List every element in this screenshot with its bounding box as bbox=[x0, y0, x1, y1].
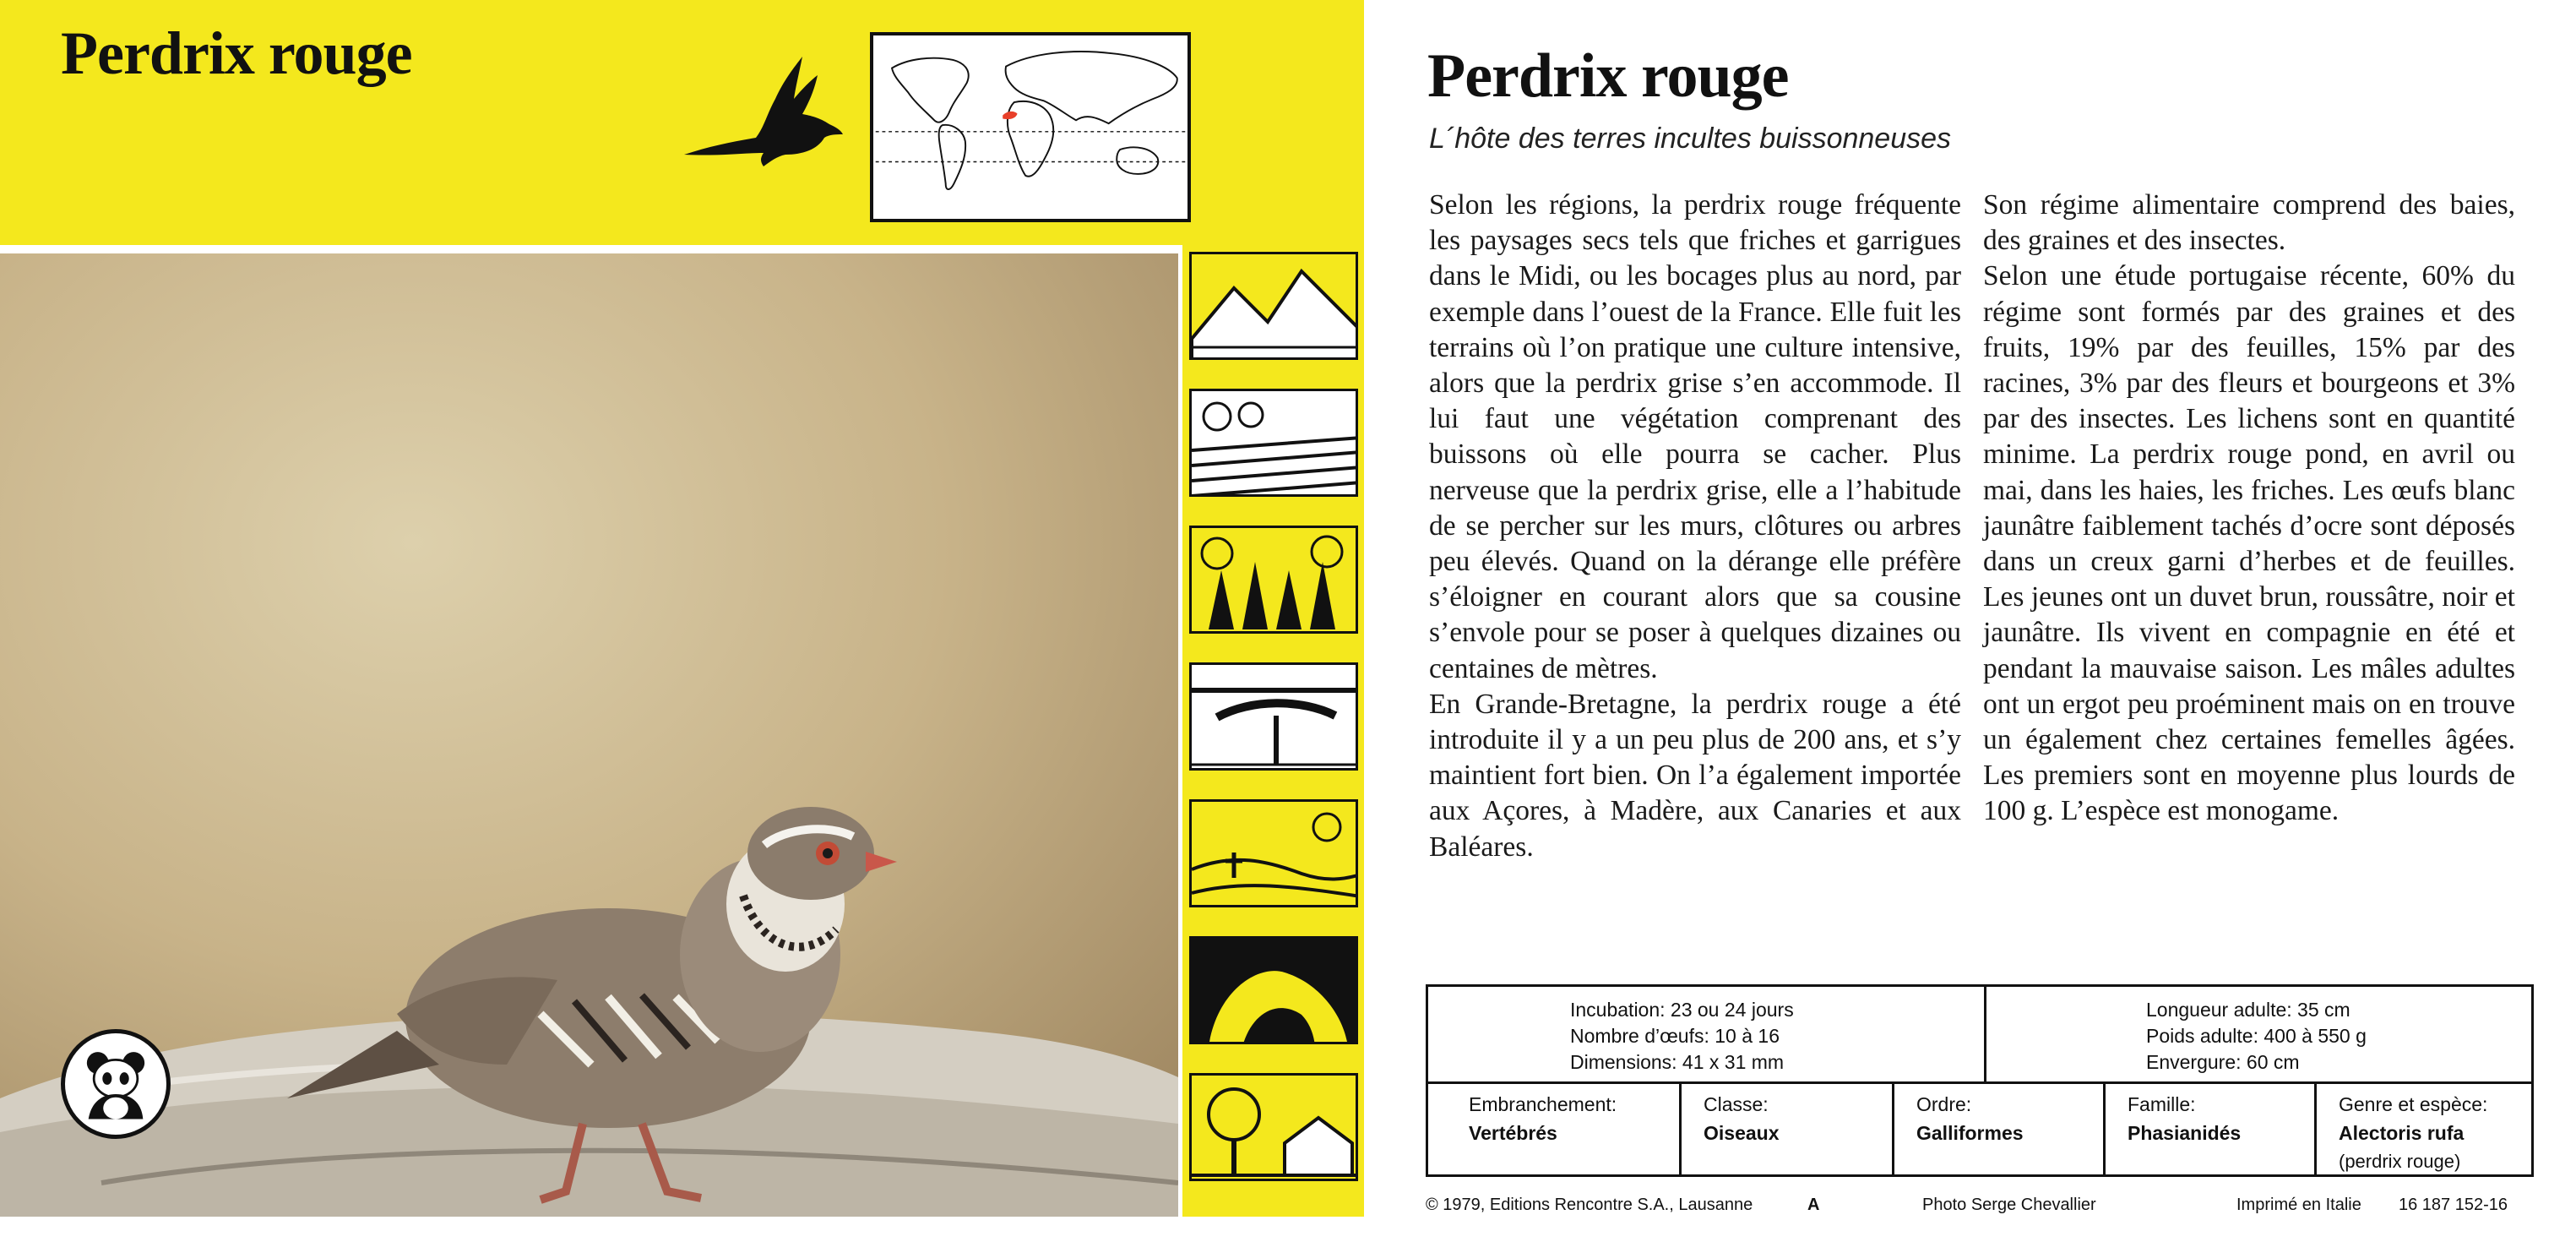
taxonomy-label: Famille: bbox=[2128, 1093, 2196, 1115]
habitat-farmland-icon bbox=[1189, 389, 1358, 497]
paragraph: Selon les régions, la perdrix rouge fréquente les paysages secs tels que friches et garrigues dans le Midi, ou les bocages plus au nord, par exemple dans l’ouest de la France. Elle fuit les terrains où l’on pratique une culture intensive, alors que la perdrix grise s’en accommode. Il lui faut une végétation comprenant des buissons où elle pourra se cacher. Plus nerveuse que la perdrix grise, elle a l’habitude de se percher sur les murs, clôtures ou arbres peu élevés. Quand on la dérange elle préfère s’éloigner en courant alors que sa cousine s’envole pour se poser à quelques dizaines ou centaines de mètres. bbox=[1429, 189, 1961, 684]
taxonomy-value: Galliformes bbox=[1916, 1122, 2024, 1144]
taxonomy-common-name: (perdrix rouge) bbox=[2339, 1151, 2461, 1172]
taxonomy-label: Classe: bbox=[1704, 1093, 1769, 1115]
egg-count-stat: Nombre d’œufs: 10 à 16 bbox=[1570, 1025, 1780, 1047]
series-letter: A bbox=[1807, 1196, 1820, 1214]
taxonomy-value: Vertébrés bbox=[1469, 1122, 1557, 1144]
egg-dimensions-stat: Dimensions: 41 x 31 mm bbox=[1570, 1051, 1785, 1073]
habitat-icon-column bbox=[1189, 252, 1358, 1215]
card-footer bbox=[1426, 1196, 2534, 1221]
adult-weight-stat: Poids adulte: 400 à 550 g bbox=[2146, 1025, 2367, 1047]
facts-measurements-row bbox=[1428, 987, 2531, 1084]
paragraph: En Grande-Bretagne, la perdrix rouge a été introduite il y a un peu plus de 200 ans, et s’y maintient fort bien. On l’a également importée aux Açores, à Madère, aux Canaries et aux Baléares. bbox=[1429, 688, 1961, 863]
right-card bbox=[1385, 0, 2576, 1242]
habitat-savanna-icon bbox=[1189, 662, 1358, 771]
taxonomy-phylum bbox=[1428, 1081, 1682, 1177]
flying-bird-icon bbox=[676, 46, 845, 173]
card-code: 16 187 152-16 bbox=[2399, 1196, 2508, 1214]
taxonomy-value: Phasianidés bbox=[2128, 1122, 2242, 1144]
article-title: Perdrix rouge bbox=[1427, 41, 1789, 111]
habitat-village-icon bbox=[1189, 1073, 1358, 1181]
taxonomy-label: Genre et espèce: bbox=[2339, 1093, 2488, 1115]
incubation-stat: Incubation: 23 ou 24 jours bbox=[1570, 999, 1794, 1021]
copyright-text: © 1979, Editions Rencontre S.A., Lausanne bbox=[1426, 1196, 1753, 1214]
taxonomy-family bbox=[2106, 1081, 2317, 1177]
article-subtitle: L´hôte des terres incultes buissonneuses bbox=[1429, 123, 1952, 155]
taxonomy-value: Oiseaux bbox=[1704, 1122, 1780, 1144]
adult-facts bbox=[2146, 997, 2367, 1076]
wwf-panda-logo bbox=[61, 1029, 171, 1139]
taxonomy-label: Ordre: bbox=[1916, 1093, 1972, 1115]
taxonomy-order bbox=[1894, 1081, 2106, 1177]
partridge-photo bbox=[0, 253, 1178, 1217]
taxonomy-value: Alectoris rufa bbox=[2339, 1122, 2465, 1144]
photo-credit: Photo Serge Chevallier bbox=[1922, 1196, 2096, 1214]
taxonomy-species bbox=[2317, 1081, 2531, 1177]
paragraph: Son régime alimentaire comprend des baies, des graines et des insectes. bbox=[1983, 189, 2515, 257]
habitat-cave-icon bbox=[1189, 936, 1358, 1044]
card-title: Perdrix rouge bbox=[61, 19, 412, 87]
egg-facts bbox=[1570, 997, 1794, 1076]
habitat-forest-icon bbox=[1189, 526, 1358, 634]
text-column-right bbox=[1983, 188, 2515, 830]
paragraph: Selon une étude portugaise récente, 60% du régime sont formés par des graines et des fruits, 19% par des feuilles, 15% par des racines, 3% par des fleurs et bourgeons et 3% par des insectes. Les lichens sont en quantité minime. La perdrix rouge pond, en avril ou mai, dans les haies, les friches. Les œufs blanc jaunâtre faiblement tachés d’ocre sont déposés dans un creux garni d’herbes et de feuilles. Les jeunes ont un duvet brun, roussâtre, noir et jaunâtre. Ils vivent en compagnie en été et pendant la mauvaise saison. Les mâles adultes ont un ergot peu proéminent mais on en trouve un également chez certaines femelles âgées. Les premiers sont en moyenne plus lourds de 100 g. L’espèce est monogame. bbox=[1983, 260, 2515, 827]
printed-in: Imprimé en Italie bbox=[2236, 1196, 2361, 1214]
habitat-mountains-icon bbox=[1189, 252, 1358, 360]
world-distribution-map bbox=[870, 32, 1191, 222]
taxonomy-label: Embranchement: bbox=[1469, 1093, 1617, 1115]
text-column-left bbox=[1429, 188, 1961, 865]
wingspan-stat: Envergure: 60 cm bbox=[2146, 1051, 2300, 1073]
taxonomy-class bbox=[1682, 1081, 1894, 1177]
habitat-desert-icon bbox=[1189, 799, 1358, 907]
adult-length-stat: Longueur adulte: 35 cm bbox=[2146, 999, 2350, 1021]
partridge-illustration bbox=[0, 253, 1178, 1217]
facts-table bbox=[1426, 984, 2534, 1177]
facts-divider bbox=[1984, 987, 1986, 1081]
